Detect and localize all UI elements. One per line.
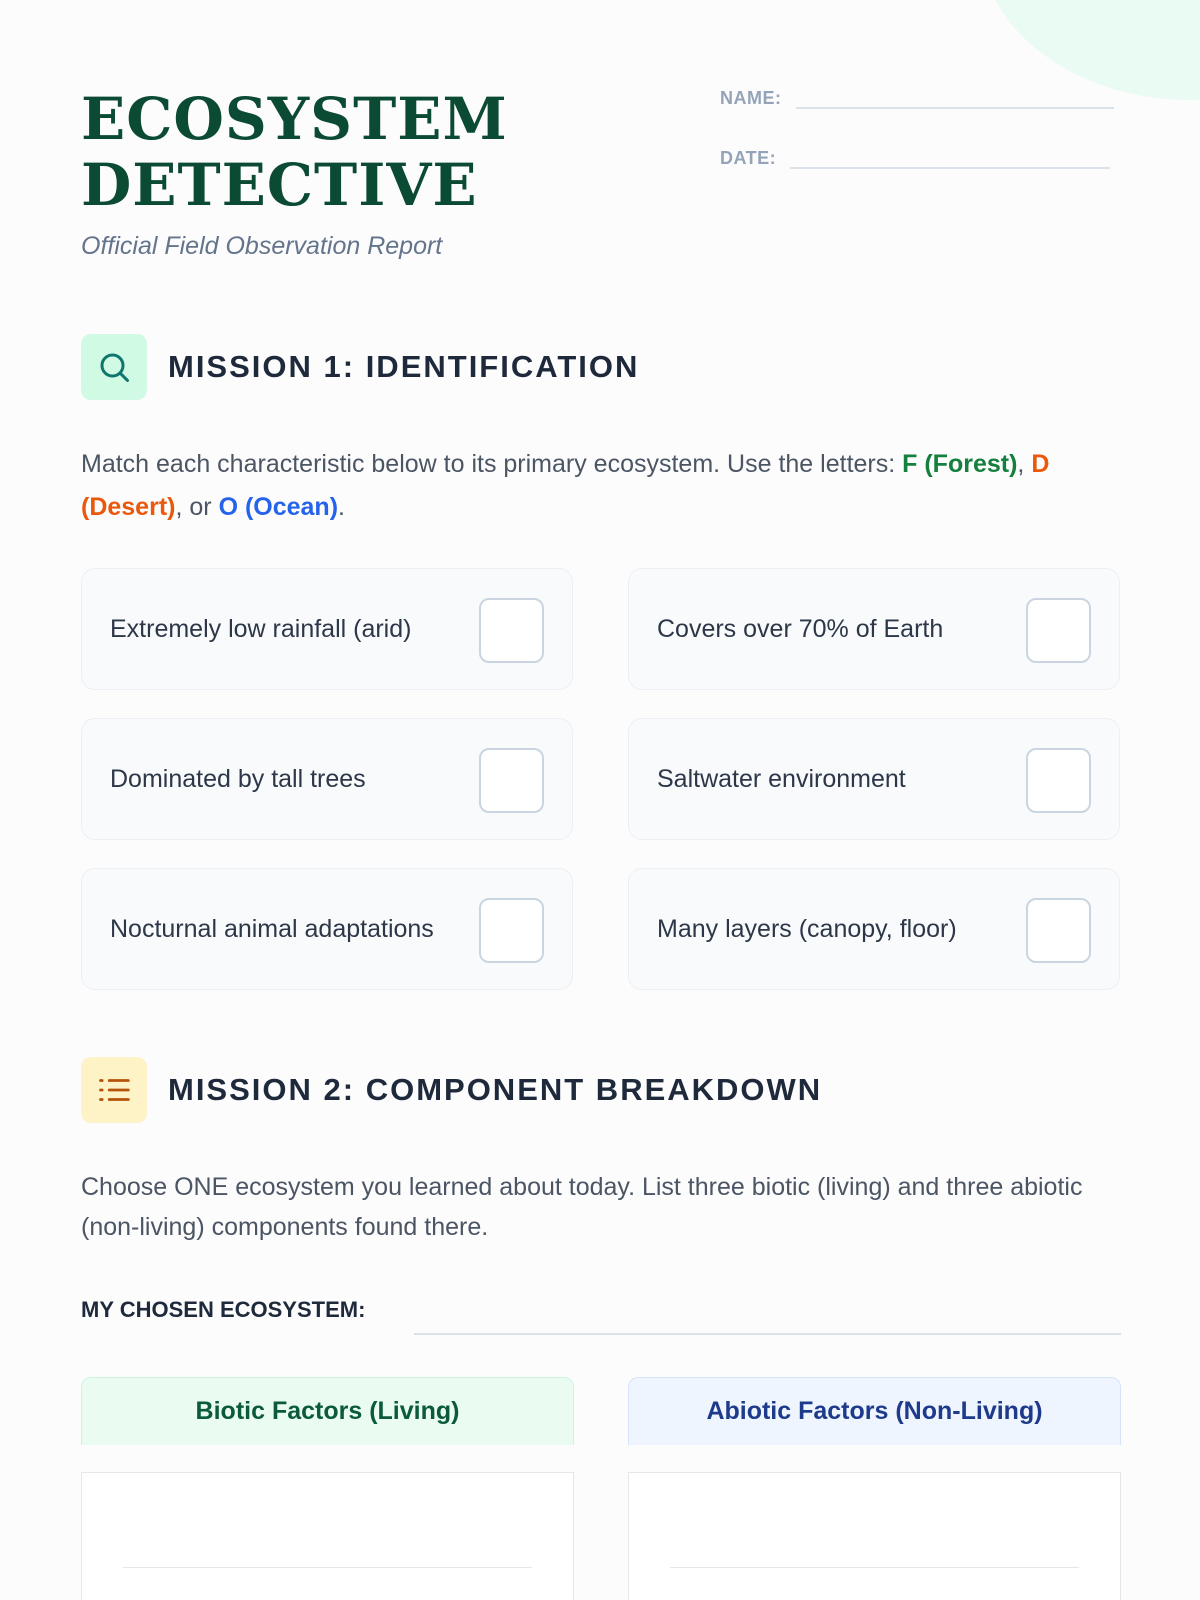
- mission-1-header: [81, 334, 639, 400]
- forest-key: F (Forest): [902, 450, 1018, 478]
- date-label: DATE:: [720, 148, 777, 168]
- title-line-1: ECOSYSTEM: [81, 85, 508, 153]
- answer-box[interactable]: [1026, 598, 1091, 663]
- chosen-ecosystem-label: MY CHOSEN ECOSYSTEM:: [81, 1297, 366, 1322]
- mission-1-instructions: [81, 443, 1121, 529]
- answer-box[interactable]: [479, 898, 544, 963]
- chosen-ecosystem-field[interactable]: [414, 1333, 1121, 1335]
- characteristics-grid: [81, 568, 1120, 990]
- characteristic-text: Many layers (canopy, floor): [657, 914, 957, 943]
- desert-key: D (Desert): [81, 450, 1050, 521]
- characteristic-card: [628, 868, 1120, 990]
- separator-1: ,: [1017, 450, 1032, 478]
- abiotic-factors-box[interactable]: [628, 1472, 1121, 1600]
- instructions-lead: Match each characteristic below to its primary ecosystem. Use the letters:: [81, 450, 903, 478]
- biotic-factors-box[interactable]: [81, 1472, 574, 1600]
- characteristic-card: [628, 568, 1120, 690]
- worksheet-title: [81, 86, 508, 218]
- mission-1-title: MISSION 1: IDENTIFICATION: [168, 349, 640, 384]
- list-icon: [81, 1057, 147, 1123]
- mission-2-title: MISSION 2: COMPONENT BREAKDOWN: [168, 1072, 823, 1107]
- name-label: NAME:: [720, 88, 782, 108]
- writing-line: [670, 1567, 1079, 1568]
- worksheet-subtitle: Official Field Observation Report: [81, 232, 443, 260]
- mission-2-header: [81, 1057, 822, 1123]
- separator-2: , or: [175, 493, 219, 521]
- title-line-2: DETECTIVE: [81, 151, 478, 219]
- characteristic-text: Dominated by tall trees: [110, 764, 366, 793]
- characteristic-text: Extremely low rainfall (arid): [110, 614, 412, 643]
- characteristic-card: [628, 718, 1120, 840]
- biotic-factors-header: Biotic Factors (Living): [81, 1377, 574, 1445]
- instructions-end: .: [338, 493, 345, 521]
- answer-box[interactable]: [1026, 748, 1091, 813]
- name-row: [720, 88, 1114, 109]
- answer-box[interactable]: [479, 598, 544, 663]
- date-field[interactable]: [790, 167, 1110, 169]
- writing-line: [123, 1567, 532, 1568]
- characteristic-text: Covers over 70% of Earth: [657, 614, 944, 643]
- characteristic-text: Nocturnal animal adaptations: [110, 914, 434, 943]
- answer-box[interactable]: [1026, 898, 1091, 963]
- characteristic-card: [81, 868, 573, 990]
- characteristic-card: [81, 568, 573, 690]
- search-icon: [81, 334, 147, 400]
- date-row: [720, 148, 1110, 169]
- name-field[interactable]: [796, 107, 1114, 109]
- ocean-key: O (Ocean): [218, 493, 339, 521]
- characteristic-text: Saltwater environment: [657, 764, 906, 793]
- characteristic-card: [81, 718, 573, 840]
- mission-2-instructions: Choose ONE ecosystem you learned about today. List three biotic (living) and three abiotic (non-living) components found there.: [81, 1173, 1083, 1241]
- answer-box[interactable]: [479, 748, 544, 813]
- abiotic-factors-header: Abiotic Factors (Non-Living): [628, 1377, 1121, 1445]
